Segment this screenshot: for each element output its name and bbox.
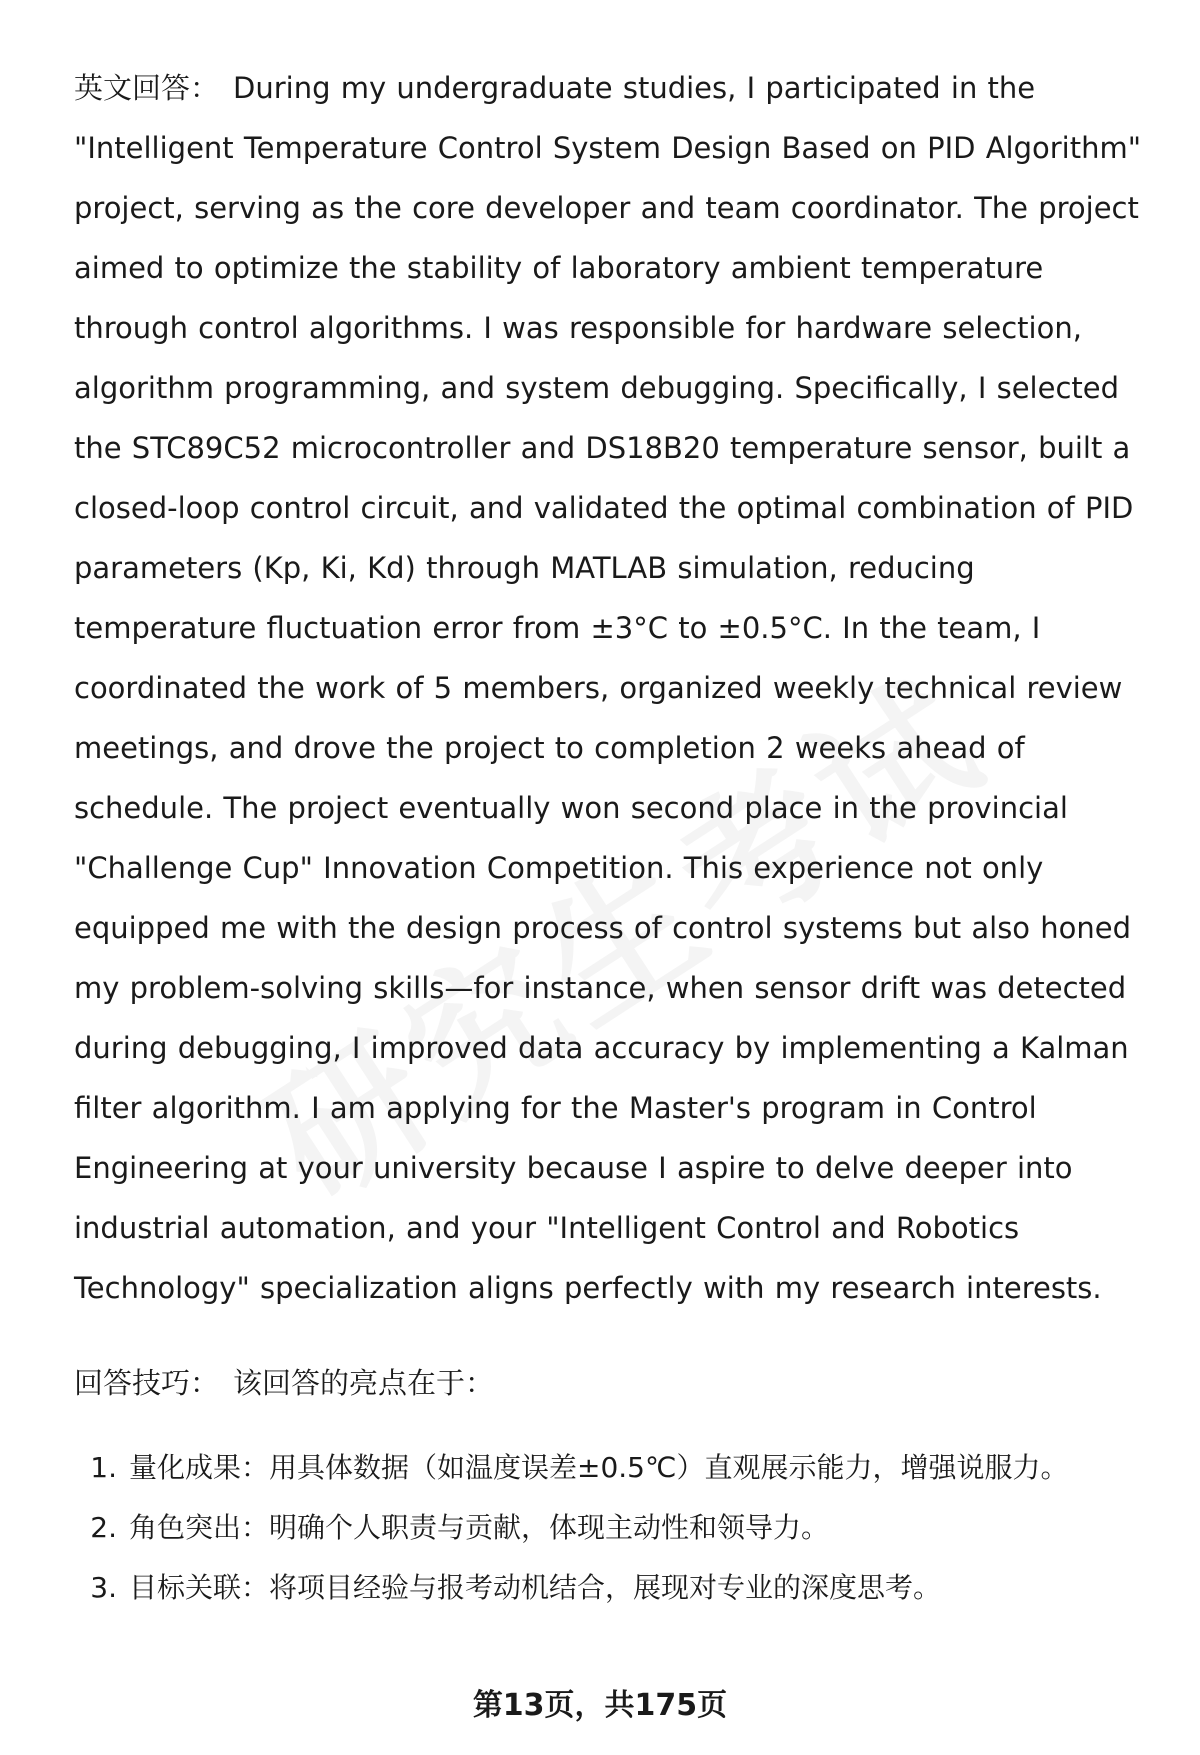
answer-tips-heading: [74, 1353, 1154, 1413]
list-item-number: 1.: [90, 1451, 117, 1484]
page-number: 第13页，共175页: [472, 1688, 728, 1723]
document-page: [74, 58, 1154, 1618]
list-item-number: 3.: [90, 1571, 117, 1604]
english-answer-label: 英文回答：: [74, 71, 220, 105]
answer-tips-label: 回答技巧：: [74, 1366, 220, 1400]
list-item: [74, 1438, 1154, 1498]
tips-list: [74, 1438, 1154, 1618]
list-item-text: 量化成果：用具体数据（如温度误差±0.5℃）直观展示能力，增强说服力。: [129, 1451, 1069, 1484]
list-item-text: 目标关联：将项目经验与报考动机结合，展现对专业的深度思考。: [129, 1571, 942, 1604]
list-item: [74, 1558, 1154, 1618]
list-item-number: 2.: [90, 1511, 117, 1544]
english-answer-text: During my undergraduate studies, I participated in the "Intelligent Temperature Control System Design Based on PID Algorithm" project, serving as the core developer and team coordinator. The project aimed to optimize the stability of laboratory ambient temperature through control algorithms. I was responsible for hardware selection, algorithm programming, and system debugging. Specifically, I selected the STC89C52 microcontroller and DS18B20 temperature sensor, built a closed-loop control circuit, and validated the optimal combination of PID parameters (Kp, Ki, Kd) through MATLAB simulation, reducing temperature fluctuation error from ±3°C to ±0.5°C. In the team, I coordinated the work of 5 members, organized weekly technical review meetings, and drove the project to completion 2 weeks ahead of schedule. The project eventually won second place in the provincial "Challenge Cup" Innovation Competition. This experience not only equipped me with the design process of control systems but also honed my problem-solving skills—for instance, when sensor drift was detected during debugging, I improved data accuracy by implementing a Kalman filter algorithm. I am applying for the Master's program in Control Engineering at your university because I aspire to delve deeper into industrial automation, and your "Intelligent Control and Robotics Technology" specialization aligns perfectly with my research interests.: [74, 71, 1142, 1305]
list-item-text: 角色突出：明确个人职责与贡献，体现主动性和领导力。: [129, 1511, 830, 1544]
list-item: [74, 1498, 1154, 1558]
english-answer-paragraph: [74, 58, 1154, 1318]
answer-tips-intro: 该回答的亮点在于：: [233, 1366, 495, 1400]
